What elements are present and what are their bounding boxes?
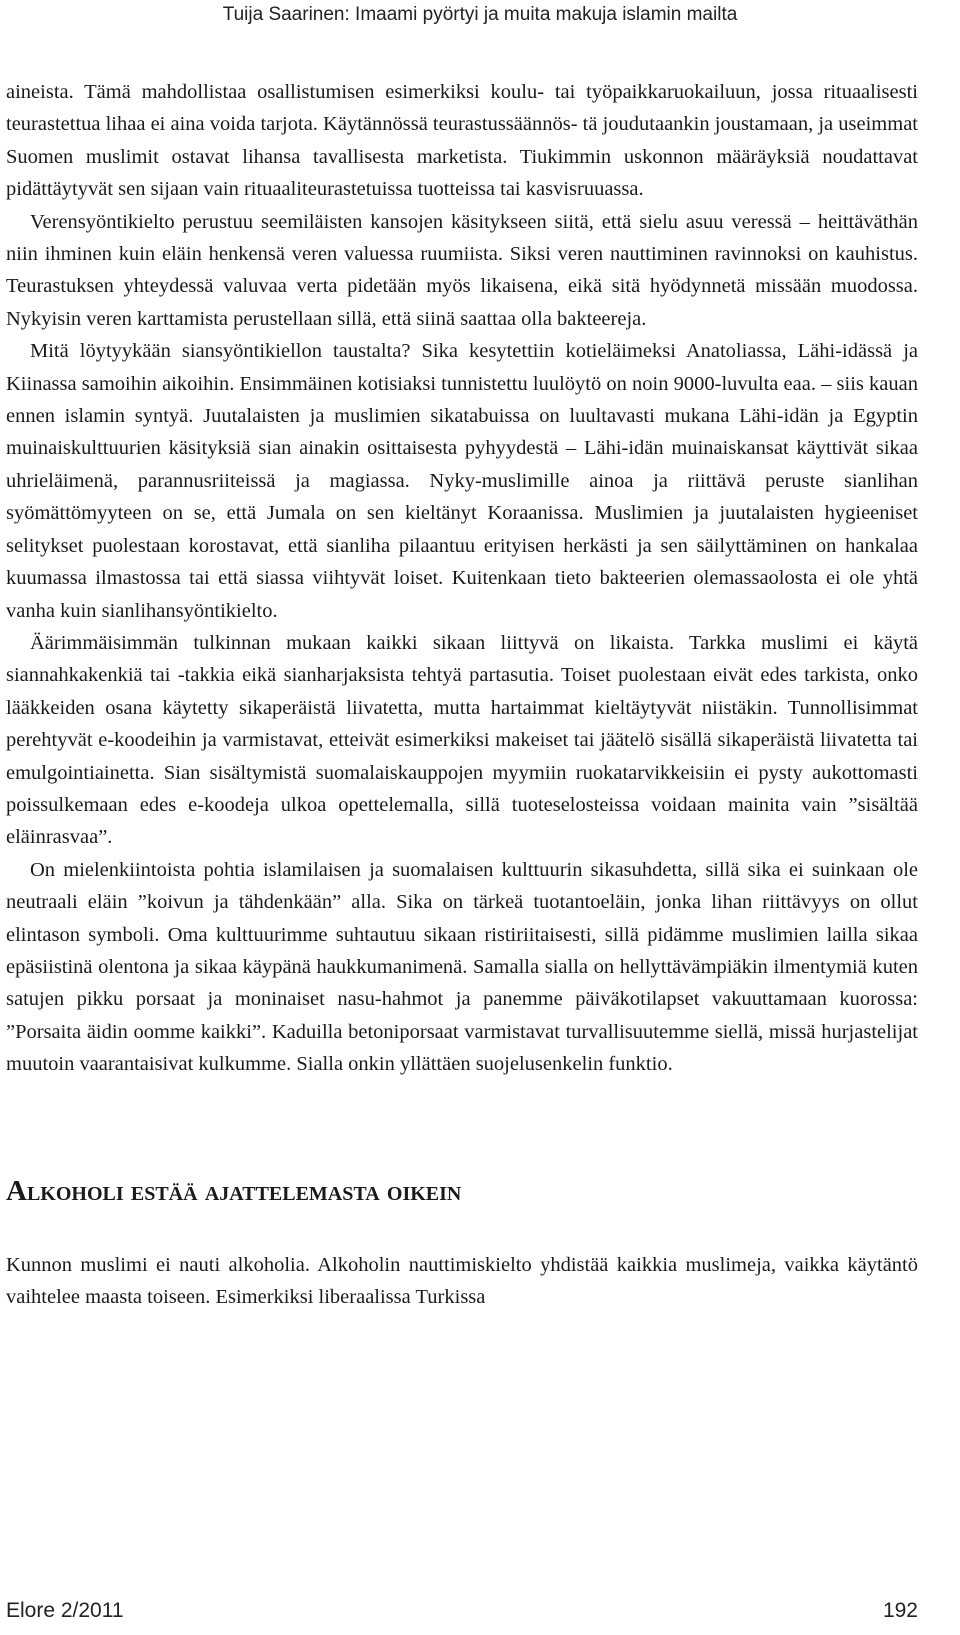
footer-page-number: 192 [882, 1599, 918, 1622]
paragraph-continuation: aineista. Tämä mahdollistaa osallistumisen esimerkiksi koulu- tai työpaikkaruokailuun, jossa rituaalisesti teurastettua lihaa ei aina voida tarjota. Käytännössä teurastussäännös- tä joudutaankin joustamaan, ja useimmat Suomen muslimit ostavat lihansa tavallisesta marketista. Tiukimmin uskonnon määräyksiä noudattavat pidättäytyvät sen sijaan vain rituaaliteurastetuissa tuotteissa tai kasvisruuassa. [6, 81, 918, 201]
paragraph-extreme-interpretation: Äärimmäisimmän tulkinnan mukaan kaikki sikaan liittyvä on likaista. Tarkka muslimi ei käytä siannahkakenkiä tai -takkia eikä sianharjaksista tehtyä partasutia. Toiset puolestaan eivät edes tarkista, onko lääkkeiden osana käytetty sikaperäistä liivatetta, mutta hartaimmat kieltäytyvät niistäkin. Tunnollisimmat perehtyvät e-koodeihin ja varmistavat, etteivät esimerkiksi makeiset tai jäätelö sisällä sikaperäistä liivatetta tai emulgointiainetta. Sian sisältymistä suomalaiskauppojen myymiin ruokatarvikkeisiin ei pysty aukottomasti poissulkemaan edes e-koodeja ulkoa opettelemalla, sillä tuoteselosteissa voidaan mainita vain ”sisältää eläinrasvaa”. [6, 631, 918, 849]
footer-journal: Elore 2/2011 [6, 1599, 124, 1622]
paragraph-pig-relationship: On mielenkiintoista pohtia islamilaisen ja suomalaisen kulttuurin sikasuhdetta, sillä sika ei suinkaan ole neutraali eläin ”koivun ja tähdenkään” alla. Sika on tärkeä tuotantoeläin, jonka lihan riittävyys on ollut elintason symboli. Oma kulttuurimme suhtautuu sikaan ristiriitaisesti, sillä pidämme muslimien lailla sikaa epäsiistinä olentona ja sikaa käypänä haukkumanimenä. Samalla sialla on hellyttävämpiäkin ilmentymiä kuten satujen pikku porsaat ja moninaiset nasu-hahmot ja panemme päiväkotilapset vakuuttamaan kuorossa: ”Porsaita äidin oomme kaikki”. Kaduilla betoniporsaat varmistavat turvallisuutemme siellä, missä hurjastelijat muutoin vaarantaisivat kulkumme. Sialla onkin yllättäen suojelusenkelin funktio. [6, 858, 918, 1076]
paragraph-blood-prohibition: Verensyöntikielto perustuu seemiläisten kansojen käsitykseen siitä, että sielu asuu veressä – heittäväthän niin ihminen kuin eläin henkensä veren valuessa ruumiista. Siksi veren nauttiminen ravinnoksi on kauhistus. Teurastuksen yhteydessä valuvaa verta pidetään myös likaisena, eikä sitä hyödynnetä missään muodossa. Nykyisin veren karttamista perustellaan sillä, että siinä saattaa olla bakteereja. [6, 210, 918, 330]
paragraph-pork-background: Mitä löytyykään siansyöntikiellon taustalta? Sika kesytettiin kotieläimeksi Anatoliassa, Lähi-idässä ja Kiinassa samoihin aikoihin. Ensimmäinen kotisiaksi tunnistettu luulöytö on noin 9000-luvulta eaa. – siis kauan ennen islamin syntyä. Juutalaisten ja muslimien sikatabuissa on luultavasti mukana Lähi-idän ja Egyptin muinaiskulttuurien käsityksiä sian ainakin osittaisesta pyhyydestä – Lähi-idän muinaiskansat käyttivät sikaa uhrieläimenä, parannusriiteissä ja magiassa. Nyky-muslimille ainoa ja riittävä peruste sianlihan syömättömyyteen on se, että Jumala on sen kieltänyt Koraanissa. Muslimien ja juutalaisten hygieeniset selitykset puolestaan korostavat, että sianliha pilaantuu erityisen herkästi ja sen säilyttäminen on hankalaa kuumassa ilmastossa tai että siassa viihtyvät loiset. Kuitenkaan tieto bakteerien olemassaolosta ei ole yhtä vanha kuin sianlihansyöntikielto. [6, 340, 918, 622]
paragraph-alcohol: Kunnon muslimi ei nauti alkoholia. Alkoholin nauttimiskielto yhdistää kaikkia muslimeja, vaikka käytäntö vaihtelee maasta toiseen. Esimerkiksi liberaalissa Turkissa [6, 1253, 918, 1308]
article-body [6, 76, 918, 1313]
running-header: Tuija Saarinen: Imaami pyörtyi ja muita makuja islamin mailta [222, 4, 738, 25]
section-heading: Alkoholi estää ajattelemasta oikein [6, 1174, 462, 1207]
